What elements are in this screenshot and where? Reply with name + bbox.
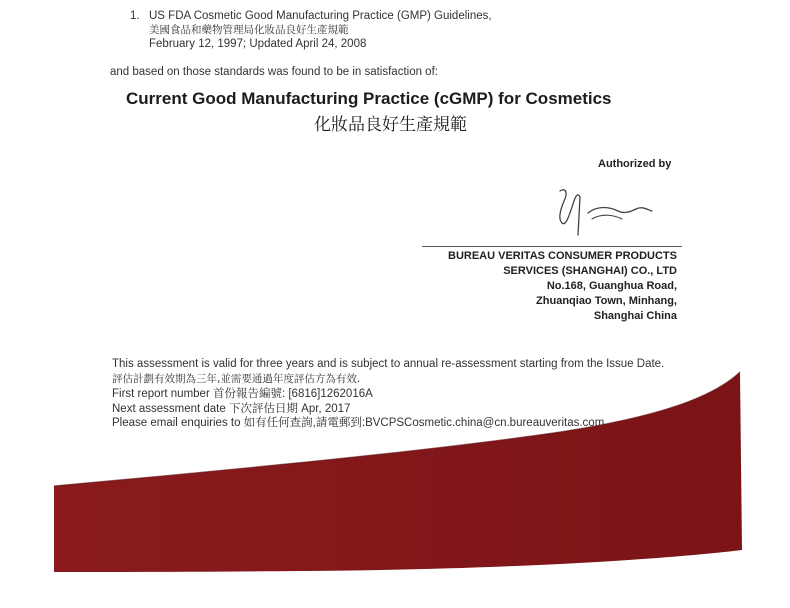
issuer-name-line1: BUREAU VERITAS CONSUMER PRODUCTS [448,250,677,262]
guideline-title-cn: 美國食品和藥物管理局化妝品良好生產規範 [149,24,349,36]
guideline-number: 1. [130,10,140,22]
intro-text: and based on those standards was found to be in satisfaction of: [110,66,438,78]
guideline-dates: February 12, 1997; Updated April 24, 2008 [149,38,367,50]
certification-title-cn: 化妝品良好生產規範 [314,115,467,135]
guideline-title-en: US FDA Cosmetic Good Manufacturing Practice (GMP) Guidelines, [149,10,492,22]
issuer-address-line1: No.168, Guanghua Road, [546,280,677,292]
assessment-validity-en: This assessment is valid for three years and is subject to annual re-assessment starting from the Issue Date. [112,358,665,370]
signature-line [422,246,682,247]
next-assessment-date: Next assessment date 下次評估日期 Apr, 2017 [112,403,351,415]
issuer-address-line3: Shanghai China [593,310,677,322]
first-report-number: First report number 首份報告編號: [6816]1262016A [112,388,373,400]
enquiry-email: Please email enquiries to 如有任何查詢,請電郵到:BVCPSCosmetic.china@cn.bureauveritas.com [112,417,605,429]
signature-image [548,183,668,243]
issuer-name-line2: SERVICES (SHANGHAI) CO., LTD [503,265,677,277]
authorized-by-label: Authorized by [598,158,672,170]
assessment-validity-cn: 評估計劃有效期為三年,並需要通過年度評估方為有效. [112,373,361,385]
certification-title-en: Current Good Manufacturing Practice (cGMP) for Cosmetics [126,89,612,108]
issuer-address-line2: Zhuanqiao Town, Minhang, [536,295,677,307]
